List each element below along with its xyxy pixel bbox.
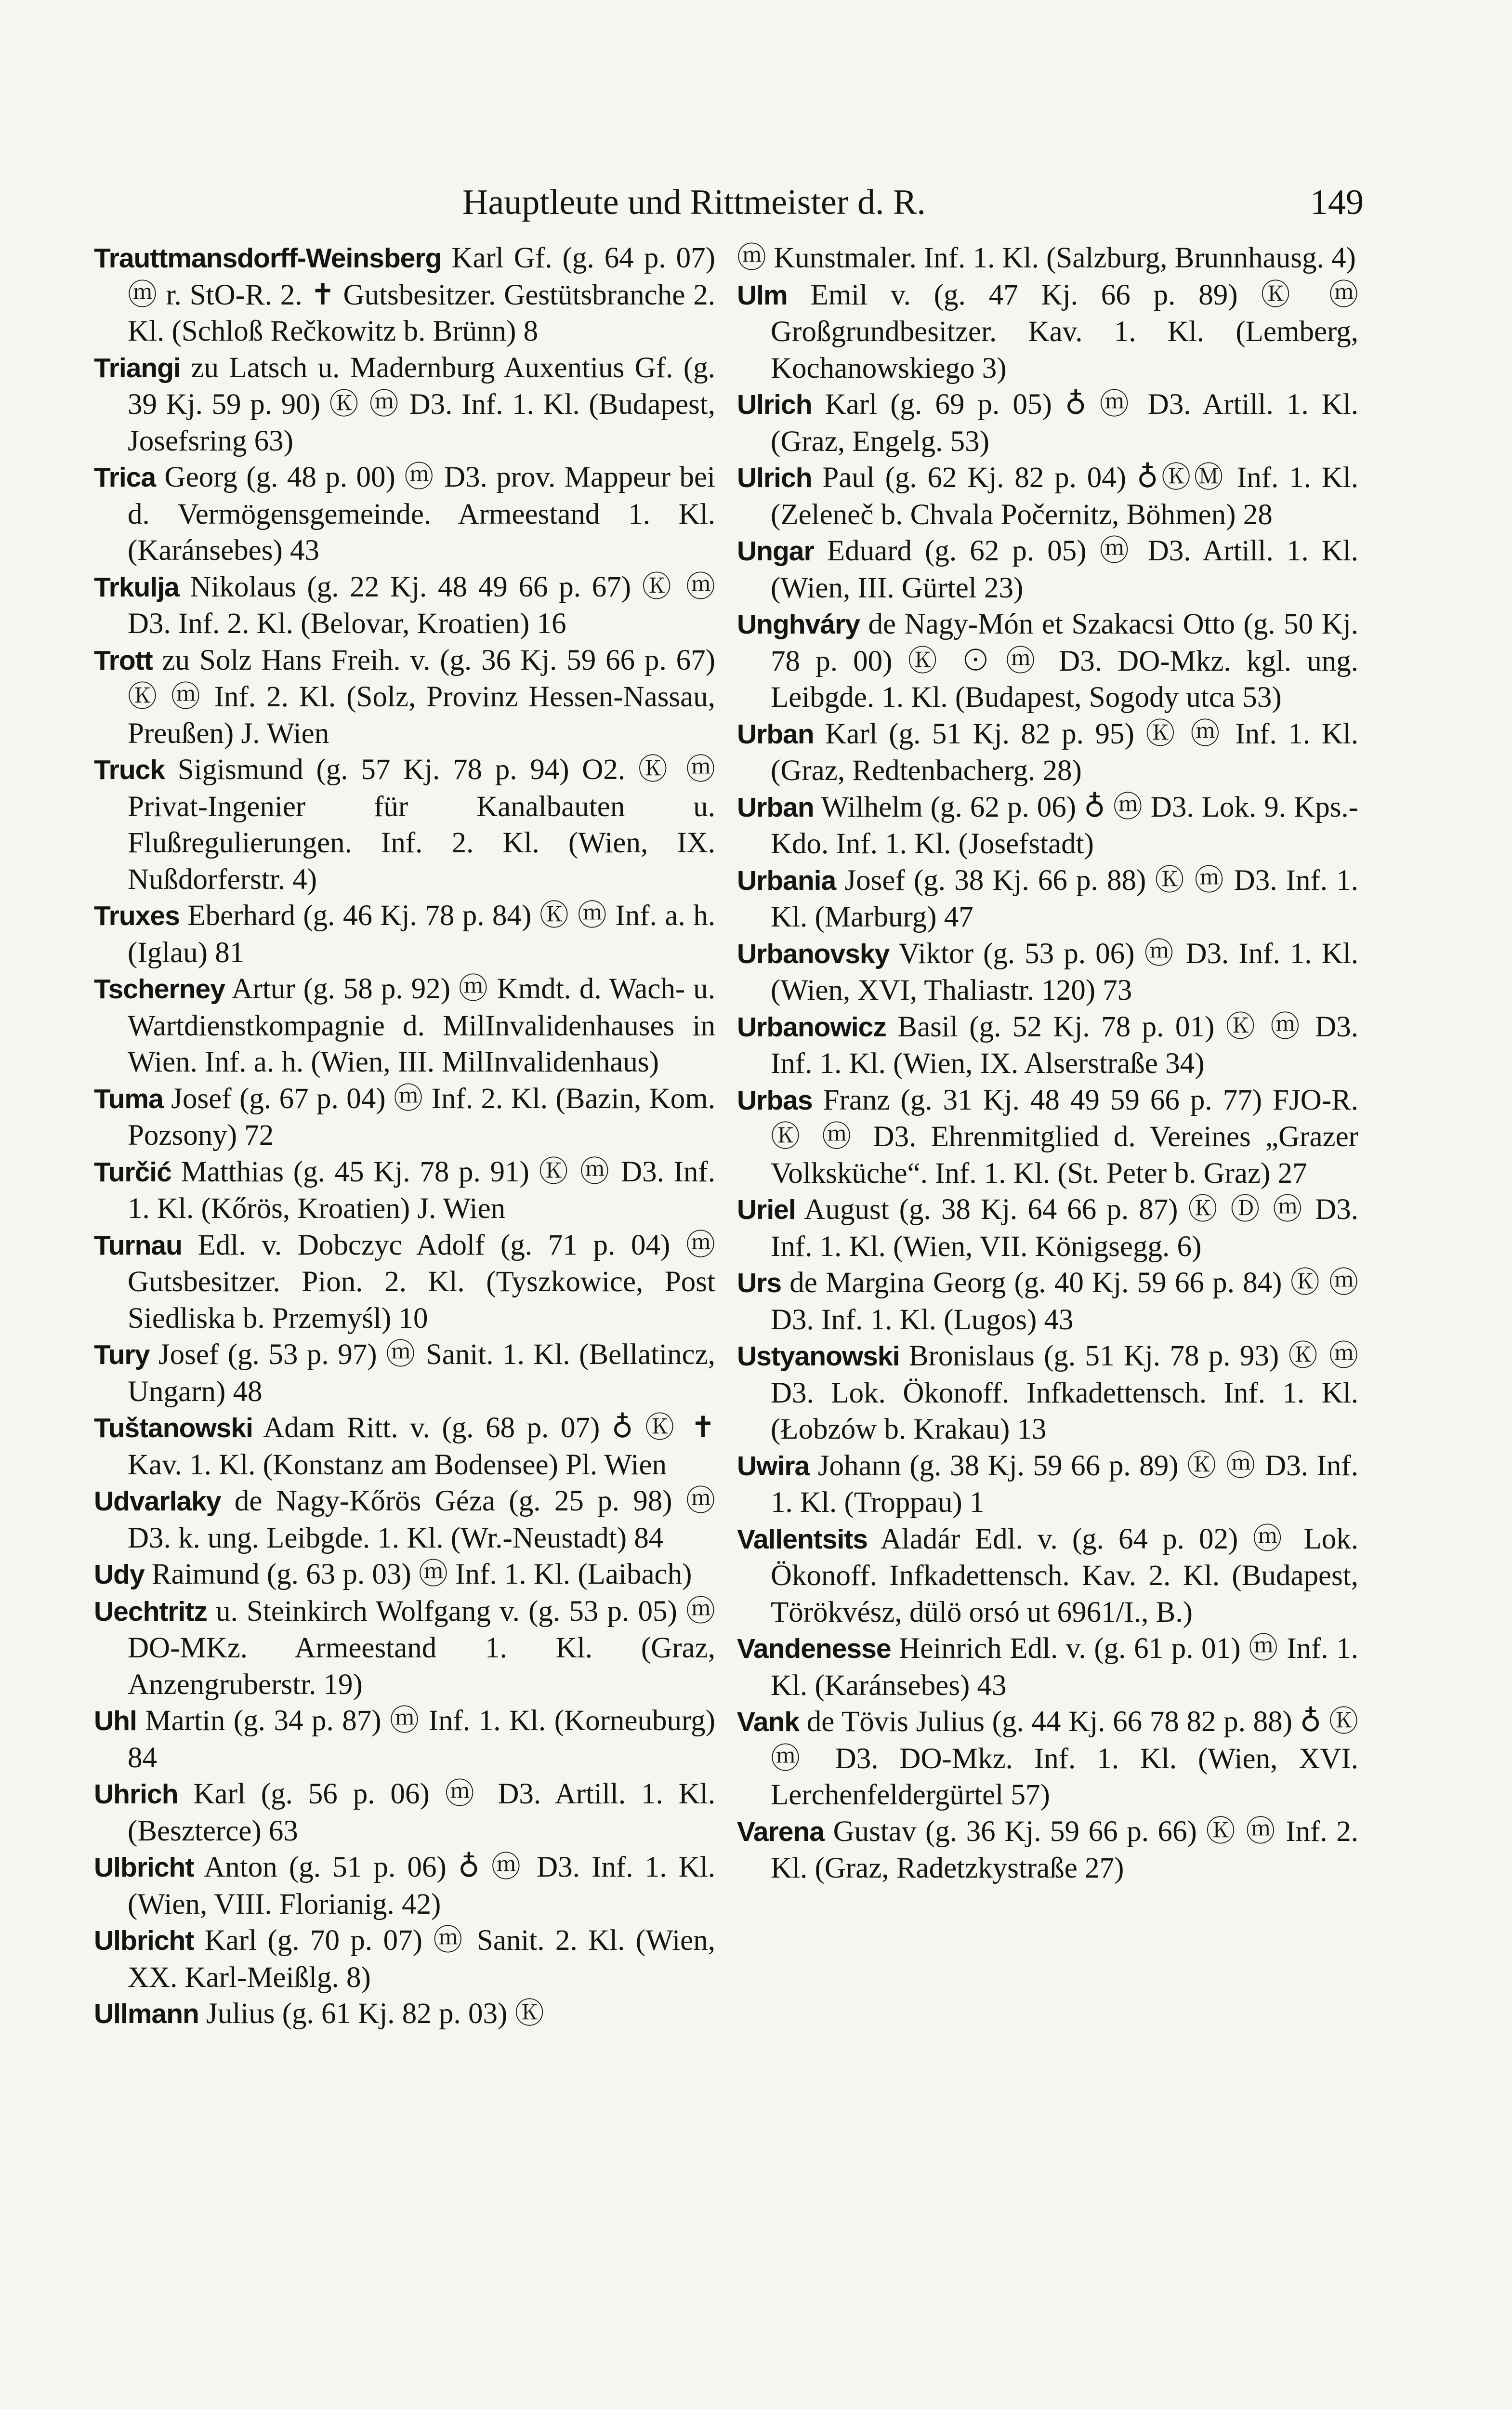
entry-details: Franz (g. 31 Kj. 48 49 59 66 p. 77) FJO-R. Ⓚ ⓜ D3. Ehrenmitglied d. Vereines „Grazer Volksküche“. Inf. 1. Kl. (St. Peter b. Graz) 27 [771,1084,1358,1190]
entry-surname: Trott [94,645,153,676]
entry-details: de Tövis Julius (g. 44 Kj. 66 78 82 p. 88) ♁ Ⓚ ⓜ D3. DO-Mkz. Inf. 1. Kl. (Wien, XVI. Lerchenfeldergürtel 57) [771,1706,1358,1811]
directory-entry [737,789,1358,862]
entry-details: zu Latsch u. Madernburg Auxentius Gf. (g. 39 Kj. 59 p. 90) Ⓚ ⓜ D3. Inf. 1. Kl. (Budapest, Josefsring 63) [128,351,715,457]
entry-details: Josef (g. 38 Kj. 66 p. 88) Ⓚ ⓜ D3. Inf. 1. Kl. (Marburg) 47 [771,864,1358,933]
entry-surname: Trkulja [94,571,179,603]
directory-entry [94,1337,715,1410]
entry-surname: Uhrich [94,1779,178,1810]
entry-surname: Unghváry [737,609,860,640]
entry-surname: Urs [737,1268,782,1298]
entry-surname: Urban [737,792,814,823]
directory-entry [94,1556,715,1593]
directory-entry [737,1448,1358,1521]
directory-entry [94,752,715,898]
entry-details: Emil v. (g. 47 Kj. 66 p. 89) Ⓚ ⓜ Großgrundbesitzer. Kav. 1. Kl. (Lemberg, Kochanowskiego 3) [771,278,1358,384]
entry-surname: Urban [737,718,814,750]
entry-surname: Ulrich [737,463,812,493]
directory-entry [737,277,1358,387]
entry-surname: Ulbricht [94,1925,194,1956]
directory-entry [737,1082,1358,1192]
entry-details: Karl (g. 51 Kj. 82 p. 95) Ⓚ ⓜ Inf. 1. Kl. (Graz, Redtenbacherg. 28) [771,717,1358,787]
entry-details: Basil (g. 52 Kj. 78 p. 01) Ⓚ ⓜ D3. Inf. 1. Kl. (Wien, IX. Alserstraße 34) [771,1010,1358,1080]
entry-details: Matthias (g. 45 Kj. 78 p. 91) Ⓚ ⓜ D3. Inf. 1. Kl. (Kőrös, Kroatien) J. Wien [128,1155,715,1225]
directory-entry [94,1849,715,1922]
entry-surname: Uechtritz [94,1596,207,1627]
entry-details: Heinrich Edl. v. (g. 61 p. 01) ⓜ Inf. 1. Kl. (Karánsebes) 43 [771,1632,1358,1702]
page-header [0,178,1512,231]
entry-details: Viktor (g. 53 p. 06) ⓜ D3. Inf. 1. Kl. (Wien, XVI, Thaliastr. 120) 73 [771,937,1358,1006]
entry-details: Karl (g. 70 p. 07) ⓜ Sanit. 2. Kl. (Wien, XX. Karl-Meißlg. 8) [128,1924,715,1994]
entry-surname: Truxes [94,900,180,931]
directory-entry [737,1191,1358,1265]
entry-surname: Vallentsits [737,1523,868,1555]
entry-details: Bronislaus (g. 51 Kj. 78 p. 93) Ⓚ ⓜ D3. Lok. Ökonoff. Infkadettensch. Inf. 1. Kl. (Łobzów b. Krakau) 13 [771,1340,1358,1445]
directory-entry [94,459,715,569]
left-column [94,240,715,2297]
right-column [737,240,1358,2297]
entry-details: Sigismund (g. 57 Kj. 78 p. 94) O2. Ⓚ ⓜ Privat-Ingenier für Kanalbauten u. Flußregulierungen. Inf. 2. Kl. (Wien, IX. Nußdorferstr. 4) [128,754,715,896]
entry-surname: Trauttmansdorff-Weinsberg [94,243,442,274]
directory-entry [94,898,715,971]
entry-surname: Tuma [94,1083,163,1114]
entry-surname: Turnau [94,1230,182,1261]
directory-entry [94,569,715,642]
directory-entry [94,1081,715,1154]
entry-details: Karl (g. 56 p. 06) ⓜ D3. Artill. 1. Kl. (Beszterce) 63 [128,1778,715,1847]
directory-entry [737,1813,1358,1887]
entry-surname: Udy [94,1559,145,1590]
entry-surname: Tuštanowski [94,1413,253,1443]
entry-details: Wilhelm (g. 62 p. 06) ♁ ⓜ D3. Lok. 9. Kps.-Kdo. Inf. 1. Kl. (Josefstadt) [771,791,1358,860]
directory-entry [737,936,1358,1009]
page-number: 149 [1310,183,1364,222]
entry-details: August (g. 38 Kj. 64 66 p. 87) Ⓚ Ⓓ ⓜ D3. Inf. 1. Kl. (Wien, VII. Königsegg. 6) [771,1193,1358,1263]
directory-entry [737,1265,1358,1338]
entry-surname: Urbanowicz [737,1011,886,1043]
entry-surname: Turčić [94,1156,171,1188]
entry-surname: Truck [94,754,165,785]
entry-details: u. Steinkirch Wolfgang v. (g. 53 p. 05) ⓜ DO-MKz. Armeestand 1. Kl. (Graz, Anzengruberstr. 19) [128,1595,715,1701]
directory-entry [94,971,715,1081]
entry-details: Julius (g. 61 Kj. 82 p. 03) Ⓚ [198,1998,544,2030]
directory-entry [737,533,1358,606]
entry-details: Karl Gf. (g. 64 p. 07) ⓜ r. StO-R. 2. ✝ Gutsbesitzer. Gestütsbranche 2. Kl. (Schloß Rečkowitz b. Brünn) 8 [128,242,715,347]
directory-entry [737,1338,1358,1448]
entry-surname: Ustyanowski [737,1341,900,1372]
directory-entry [94,1703,715,1776]
directory-entry [737,606,1358,716]
directory-entry [94,642,715,752]
entry-details: de Nagy-Món et Szakacsi Otto (g. 50 Kj. 78 p. 00) Ⓚ ⊙ ⓜ D3. DO-Mkz. kgl. ung. Leibgde. 1. Kl. (Budapest, Sogody utca 53) [771,608,1358,714]
directory-entry [737,460,1358,533]
running-head: Hauptleute und Rittmeister d. R. [462,183,926,222]
directory-entry [94,240,715,350]
entry-surname: Urbas [737,1085,813,1116]
entry-details: Anton (g. 51 p. 06) ♁ ⓜ D3. Inf. 1. Kl. (Wien, VIII. Florianig. 42) [128,1851,715,1920]
entry-surname: Ulm [737,279,788,311]
entry-surname: Tscherney [94,974,225,1005]
entry-details: ⓜ Kunstmaler. Inf. 1. Kl. (Salzburg, Brunnhausg. 4) [737,242,1356,274]
entry-surname: Uhl [94,1706,137,1736]
directory-entry [94,1227,715,1337]
directory-entry [737,240,1358,277]
entry-details: Josef (g. 67 p. 04) ⓜ Inf. 2. Kl. (Bazin, Kom. Pozsony) 72 [128,1082,715,1152]
directory-entry [737,1521,1358,1631]
entry-surname: Varena [737,1816,824,1847]
entry-details: Adam Ritt. v. (g. 68 p. 07) ♁ Ⓚ ✝ Kav. 1. Kl. (Konstanz am Bodensee) Pl. Wien [128,1412,715,1481]
entry-surname: Urbanovsky [737,938,890,969]
directory-entry [737,1009,1358,1082]
entry-surname: Ungar [737,536,814,567]
directory-entry [94,1996,715,2033]
entry-details: Karl (g. 69 p. 05) ♁ ⓜ D3. Artill. 1. Kl. (Graz, Engelg. 53) [771,388,1358,458]
entry-details: Paul (g. 62 Kj. 82 p. 04) ♁ⓀⓂ Inf. 1. Kl. (Zeleneč b. Chvala Počernitz, Böhmen) 28 [771,462,1358,531]
entry-details: de Nagy-Kőrös Géza (g. 25 p. 98) ⓜ D3. k. ung. Leibgde. 1. Kl. (Wr.-Neustadt) 84 [128,1485,715,1554]
entry-details: de Margina Georg (g. 40 Kj. 59 66 p. 84) Ⓚ ⓜ D3. Inf. 1. Kl. (Lugos) 43 [771,1267,1358,1336]
entry-surname: Vandenesse [737,1633,891,1664]
entry-surname: Trica [94,462,156,493]
entry-details: Johann (g. 38 Kj. 59 66 p. 89) Ⓚ ⓜ D3. Inf. 1. Kl. (Troppau) 1 [771,1449,1358,1519]
entry-surname: Tury [94,1339,150,1370]
directory-entry [737,716,1358,789]
entry-details: Artur (g. 58 p. 92) ⓜ Kmdt. d. Wach- u. Wartdienstkompagnie d. MilInvalidenhauses in Wien. Inf. a. h. (Wien, III. MilInvalidenhaus) [128,973,715,1078]
directory-entry [737,1704,1358,1813]
entry-details: Edl. v. Dobczyc Adolf (g. 71 p. 04) ⓜ Gutsbesitzer. Pion. 2. Kl. (Tyszkowice, Post Siedliska b. Przemyśl) 10 [128,1229,715,1335]
entry-surname: Ulrich [737,389,812,420]
entry-surname: Urbania [737,865,836,896]
directory-entry [94,1922,715,1996]
entry-surname: Uwira [737,1450,810,1482]
directory-entry [94,1593,715,1703]
entry-surname: Uriel [737,1194,796,1225]
entry-details: Raimund (g. 63 p. 03) ⓜ Inf. 1. Kl. (Laibach) [144,1558,692,1590]
entry-surname: Vank [737,1707,800,1737]
entry-details: Nikolaus (g. 22 Kj. 48 49 66 p. 67) Ⓚ ⓜ D3. Inf. 2. Kl. (Belovar, Kroatien) 16 [128,570,715,640]
directory-entry [737,862,1358,936]
entry-surname: Ulbricht [94,1852,194,1883]
directory-entry [94,1410,715,1483]
directory-entry [737,386,1358,460]
directory-entry [94,350,715,460]
entry-details: Eberhard (g. 46 Kj. 78 p. 84) Ⓚ ⓜ Inf. a. h. (Iglau) 81 [128,900,715,969]
entry-details: Georg (g. 48 p. 00) ⓜ D3. prov. Mappeur bei d. Vermögensgemeinde. Armeestand 1. Kl. (Karánsebes) 43 [128,461,715,567]
entry-details: Eduard (g. 62 p. 05) ⓜ D3. Artill. 1. Kl. (Wien, III. Gürtel 23) [771,535,1358,604]
entry-details: Martin (g. 34 p. 87) ⓜ Inf. 1. Kl. (Korneuburg) 84 [128,1705,715,1774]
directory-entry [737,1630,1358,1704]
directory-entry [94,1483,715,1556]
entry-details: zu Solz Hans Freih. v. (g. 36 Kj. 59 66 p. 67) Ⓚ ⓜ Inf. 2. Kl. (Solz, Provinz Hessen-Nassau, Preußen) J. Wien [128,644,715,750]
directory-entry [94,1154,715,1227]
entry-surname: Triangi [94,352,181,384]
entry-details: Aladár Edl. v. (g. 64 p. 02) ⓜ Lok. Ökonoff. Infkadettensch. Kav. 2. Kl. (Budapest, Törökvész, dülö orsó ut 6961/I., B.) [771,1522,1358,1628]
entry-surname: Ullmann [94,1999,199,2029]
entry-details: Gustav (g. 36 Kj. 59 66 p. 66) Ⓚ ⓜ Inf. 2. Kl. (Graz, Radetzkystraße 27) [771,1815,1358,1884]
entry-surname: Udvarlaky [94,1486,221,1517]
entry-details: Josef (g. 53 p. 97) ⓜ Sanit. 1. Kl. (Bellatincz, Ungarn) 48 [128,1338,715,1408]
directory-entry [94,1776,715,1849]
